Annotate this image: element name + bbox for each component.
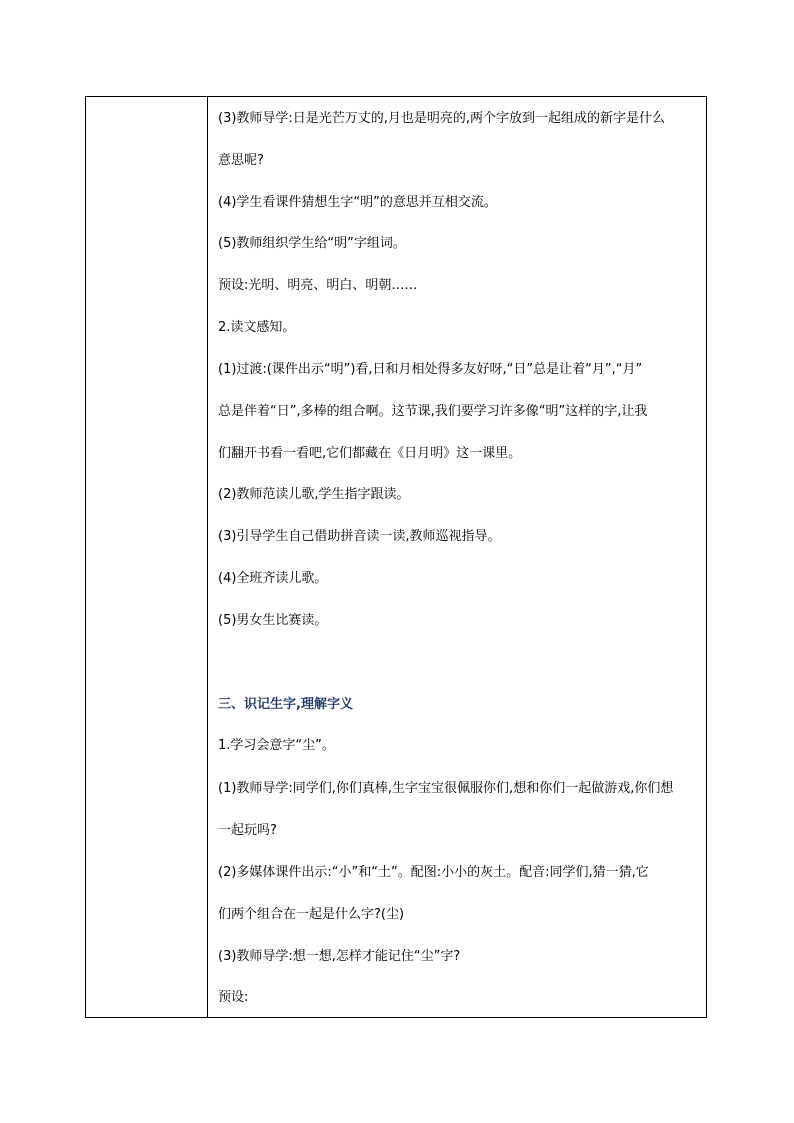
text-line: (1)教师导学:同学们,你们真棒,生字宝宝很佩服你们,想和你们一起做游戏,你们想 (218, 781, 674, 796)
text-line: (4)学生看课件猜想生字“明”的意思并互相交流。 (218, 195, 497, 210)
text-line: (2)多媒体课件出示:“小”和“土”。配图:小小的灰土。配音:同学们,猜一猜,它 (218, 865, 649, 880)
text-line: 们两个组合在一起是什么字?(尘) (218, 907, 405, 922)
text-line: (2)教师范读儿歌,学生指字跟读。 (218, 487, 410, 502)
text-line: (3)引导学生自己借助拼音读一读,教师巡视指导。 (218, 529, 501, 544)
text-line: 预设: (218, 990, 249, 1005)
text-line: (3)教师导学:日是光芒万丈的,月也是明亮的,两个字放到一起组成的新字是什么 (218, 111, 666, 126)
text-line: (1)过渡:(课件出示“明”)看,日和月相处得多友好呀,“日”总是让着“月”,“月” (218, 362, 643, 377)
text-line: 一起玩吗? (218, 823, 277, 838)
lesson-plan-table (85, 96, 707, 1018)
text-line: (3)教师导学:想一想,怎样才能记住“尘”字? (218, 949, 461, 964)
text-line: (4)全班齐读儿歌。 (218, 571, 328, 586)
text-line: 们翻开书看一看吧,它们都藏在《日月明》这一课里。 (218, 446, 522, 461)
text-line: 总是伴着“日”,多棒的组合啊。这节课,我们要学习许多像“明”这样的字,让我 (218, 404, 648, 419)
table-left-cell (86, 97, 208, 1017)
text-line: (5)教师组织学生给“明”字组词。 (218, 236, 406, 251)
table-content-cell (209, 97, 706, 1017)
text-line: 预设:光明、明亮、明白、明朝…… (218, 278, 418, 293)
text-line: (5)男女生比赛读。 (218, 613, 328, 628)
text-line: 2.读文感知。 (218, 320, 296, 335)
section-heading: 三、识记生字,理解字义 (218, 697, 353, 712)
text-line: 意思呢? (218, 153, 264, 168)
text-line: 1.学习会意字“尘”。 (218, 738, 335, 753)
